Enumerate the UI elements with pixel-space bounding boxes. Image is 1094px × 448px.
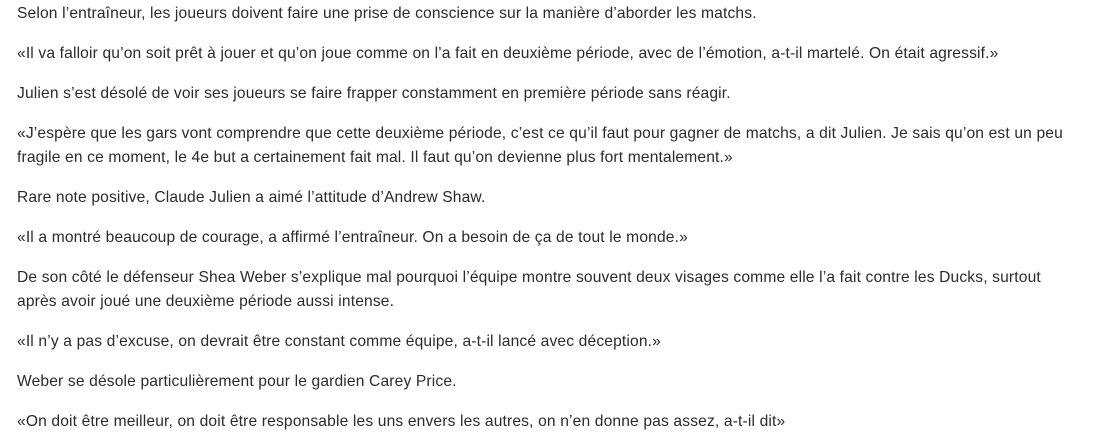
- article-paragraph: Rare note positive, Claude Julien a aimé l’attitude d’Andrew Shaw.: [17, 189, 486, 206]
- article-paragraph: De son côté le défenseur Shea Weber s’explique mal pourquoi l’équipe montre souvent deux visages comme elle l’a fait contre les Ducks, surtout après avoir joué une deuxième période aussi intense.: [17, 269, 1041, 310]
- article-quote: «Il va falloir qu’on soit prêt à jouer et qu’on joue comme on l’a fait en deuxième période, avec de l’émotion, a-t-il martelé. On était agressif.»: [17, 45, 999, 62]
- article-quote: «Il a montré beaucoup de courage, a affirmé l’entraîneur. On a besoin de ça de tout le monde.»: [17, 229, 688, 246]
- article-paragraph: Weber se désole particulièrement pour le gardien Carey Price.: [17, 373, 457, 390]
- article-paragraph: Julien s’est désolé de voir ses joueurs se faire frapper constamment en première période sans réagir.: [17, 85, 731, 102]
- article-paragraph: Selon l’entraîneur, les joueurs doivent faire une prise de conscience sur la manière d’aborder les matchs.: [17, 5, 757, 22]
- article-quote: «On doit être meilleur, on doit être responsable les uns envers les autres, on n’en donne pas assez, a-t-il dit»: [17, 413, 786, 430]
- article-quote: «Il n’y a pas d’excuse, on devrait être constant comme équipe, a-t-il lancé avec déception.»: [17, 333, 661, 350]
- article-quote: «J’espère que les gars vont comprendre que cette deuxième période, c’est ce qu’il faut pour gagner de matchs, a dit Julien. Je sais qu’on est un peu fragile en ce moment, le 4e but a certainement fait mal. Il faut qu’on devienne plus fort mentalement.»: [17, 125, 1063, 166]
